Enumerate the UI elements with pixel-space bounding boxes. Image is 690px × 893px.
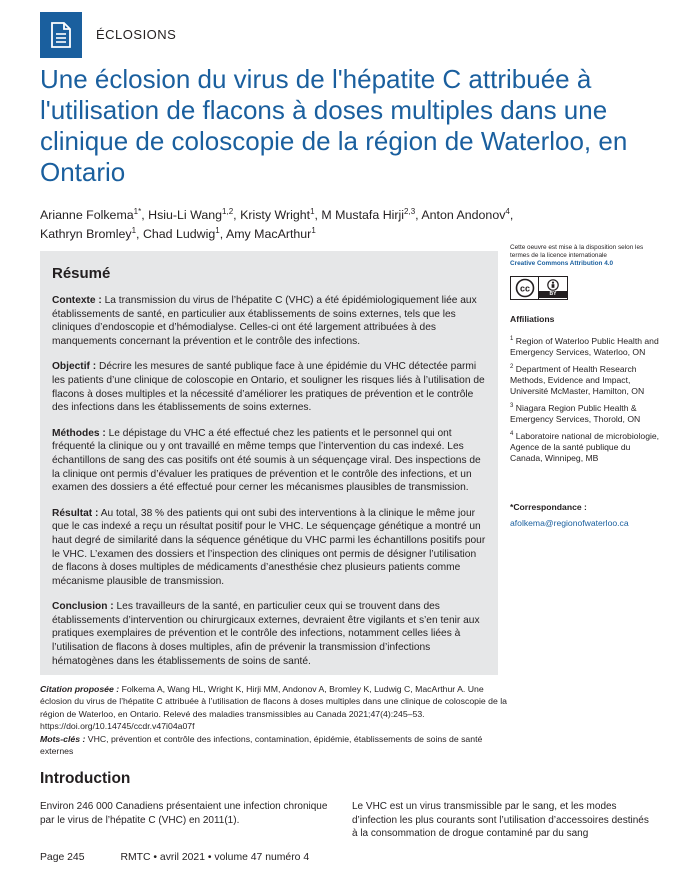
introduction-heading: Introduction	[40, 770, 131, 787]
author: Kristy Wright$^1$,	[240, 206, 322, 222]
document-icon	[50, 22, 72, 48]
section-badge	[40, 12, 82, 58]
by-label: BY	[539, 291, 567, 298]
abstract-results: Résultat : Au total, 38 % des patients qui ont subi des interventions à la clinique le même jour que le cas indexé a reçu un résultat positif pour le VHC. Le séquençage génétique a montré un haut degré de similarité dans la séquence génétique du VHC parmi les échantillons positifs pour le VHC. L’examen des dossiers et l’inspection des cliniques ont permis de désigner l’utilisation de flacons à doses multiples de médicaments d’anesthésie chez plusieurs patients comme mécanisme plausible de transmission.	[52, 507, 486, 587]
correspondence-heading: *Correspondance :	[510, 502, 587, 512]
author: Arianne Folkema$^{1*}$,	[40, 206, 149, 222]
abstract-conclusion: Conclusion : Les travailleurs de la santé, en particulier ceux qui se trouvent dans des établissements d’intervention ou chirurgicaux externes, devraient être vigilants et s’en tenir aux pratiques exemplaires de prévention et le contrôle des infections, notamment celles liées à l’utilisation de flacons à doses multiples, afin de prévenir la transmission d’infections hématogènes dans les établissements de soins de santé.	[52, 601, 480, 667]
by-icon	[539, 277, 567, 299]
abstract-box	[40, 251, 498, 675]
sidebar	[510, 244, 660, 528]
cc-by-badge[interactable]	[510, 276, 568, 300]
affiliation-item: $^4$ Laboratoire national de microbiologie, Agence de la santé publique du Canada, Winnipeg, MB	[510, 431, 660, 463]
abstract-context: Contexte : La transmission du virus de l’hépatite C (VHC) a été épidémiologiquement liée aux établissements de santé, en particulier aux établissements de soins externes, tels que les cliniques d’endoscopie et d’hémodialyse. Celles-ci ont été largement attribuées à des manquements concernant la prévention et le contrôle des infections.	[52, 295, 477, 347]
author: M Mustafa Hirji$^{2,3}$,	[321, 206, 422, 222]
citation-label: Citation proposée :	[40, 684, 120, 694]
correspondence-email[interactable]: afolkema@regionofwaterloo.ca	[510, 518, 629, 528]
svg-text:cc: cc	[519, 283, 530, 294]
license-text: Cette oeuvre est mise à la disposition selon les termes de la licence internationale	[510, 244, 644, 259]
article-title: Une éclosion du virus de l'hépatite C attribuée à l'utilisation de flacons à doses multiples dans une clinique de coloscopie de la région de Waterloo, en Ontario	[40, 64, 628, 187]
affiliation-item: $^2$ Department of Health Research Methods, Evidence and Impact, Université McMaster, Hamilton, ON	[510, 364, 645, 396]
author-list	[40, 206, 650, 244]
author: Kathryn Bromley$^1$,	[40, 225, 143, 241]
journal-info: RMTC • avril 2021 • volume 47 numéro 4	[120, 852, 310, 863]
introduction-left-column: Environ 246 000 Canadiens présentaient une infection chronique par le virus de l’hépatite C (VHC) en 2011(1).	[40, 801, 328, 826]
keywords-text: VHC, prévention et contrôle des infections, contamination, épidémie, établissements de soins de santé externes	[40, 733, 483, 757]
section-label: ÉCLOSIONS	[96, 27, 177, 42]
citation-block	[40, 683, 510, 757]
author: Anton Andonov$^4$,	[421, 206, 514, 222]
introduction-right-column: Le VHC est un virus transmissible par le sang, et les modes d’infection les plus courants sont l’utilisation d’accessoires destinés à la consommation de drogue contaminé par du sang	[352, 801, 649, 839]
affiliation-item: $^3$ Niagara Region Public Health & Emergency Services, Thorold, ON	[510, 403, 641, 424]
abstract-heading: Résumé	[52, 265, 111, 282]
affiliations-heading: Affiliations	[510, 314, 555, 324]
author: Chad Ludwig$^1$,	[142, 225, 226, 241]
page-footer	[40, 852, 345, 863]
keywords-label: Mots-clés :	[40, 733, 86, 744]
license-link[interactable]: Creative Commons Attribution 4.0	[510, 260, 614, 267]
abstract-methods: Méthodes : Le dépistage du VHC a été effectué chez les patients et le personnel qui ont fréquenté la clinique ou y ont travaillé en même temps que l’intervention du cas indexé. Les échantillons de sang des cas positifs ont été soumis à un séquençage viral. Des inspections de la clinique ont permis d’évaluer les pratiques de prévention et le contrôle des infections, et un examen des dossiers a été effectué pour cerner les mécanismes plausibles de transmission.	[52, 427, 481, 494]
author: Amy MacArthur$^1$	[225, 225, 316, 241]
abstract-objective: Objectif : Décrire les mesures de santé publique face à une épidémie du VHC détectée parmi les patients d’une clinique de coloscopie en Ontario, et souligner les risques liés à l’utilisation de flacons à doses multiples et la nécessité d’améliorer les pratiques de prévention et le contrôle des infections dans les établissements de soins externes.	[52, 361, 485, 414]
author: Hsiu-Li Wang$^{1,2}$,	[148, 206, 241, 222]
citation-text: Folkema A, Wang HL, Wright K, Hirji MM, Andonov A, Bromley K, Ludwig C, MacArthur A. Une éclosion du virus de l’hépatite C attribuée à l’utilisation de flacons à doses multiples dans une clinique de coloscopie de la région de Waterloo, en Ontario. Relevé des maladies transmissibles au Canada 2021;47(4):245–53. https://doi.org/10.14745/ccdr.v47i04a07f	[40, 684, 507, 732]
affiliation-item: $^1$ Region of Waterloo Public Health and Emergency Services, Waterloo, ON	[510, 336, 659, 357]
cc-icon	[511, 277, 539, 299]
page-number: Page 245	[40, 852, 85, 863]
